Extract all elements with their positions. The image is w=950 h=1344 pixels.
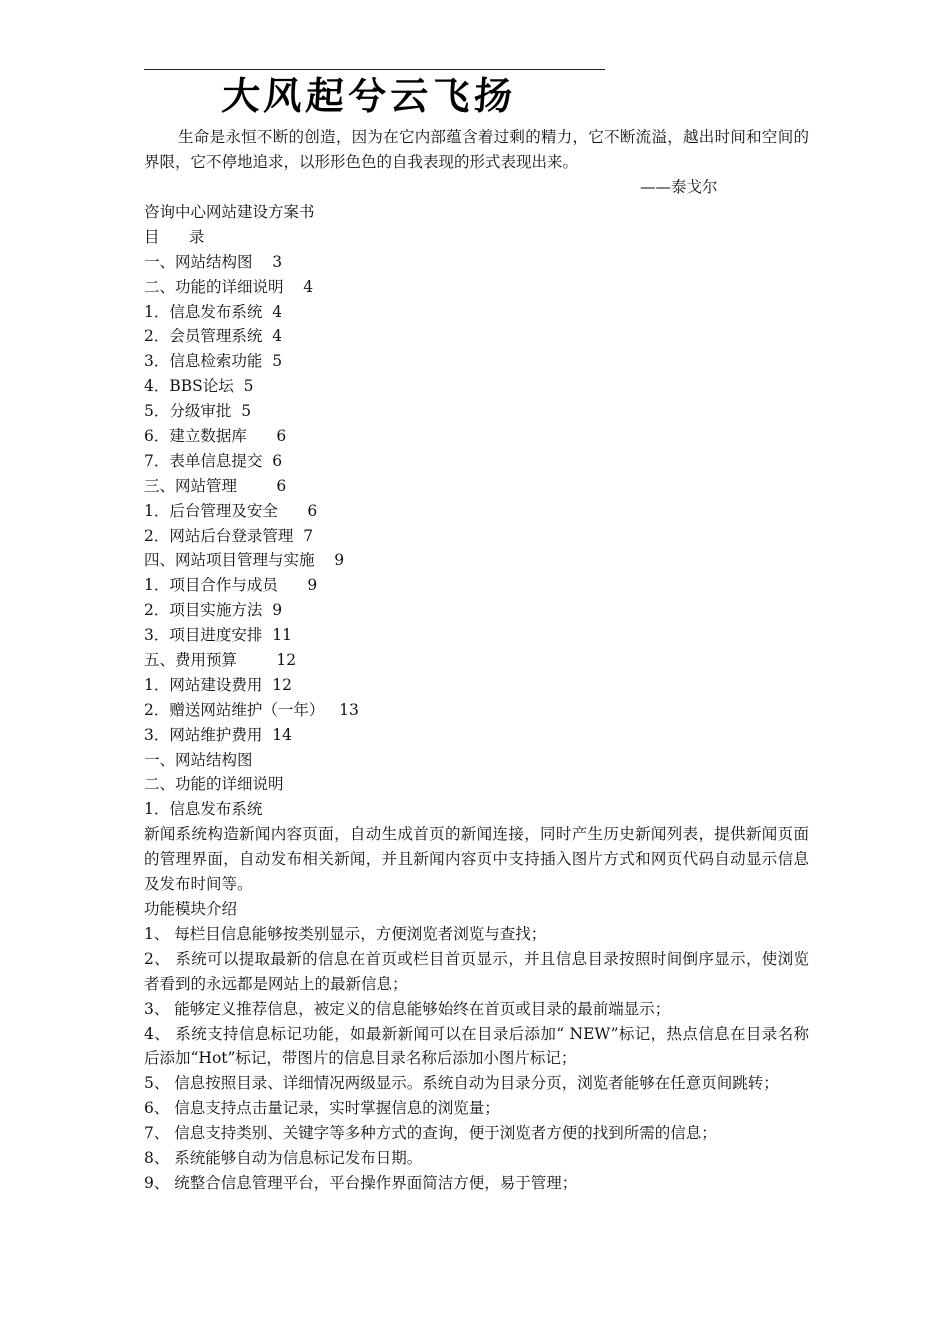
list-item: 9、 统整合信息管理平台，平台操作界面简洁方便，易于管理； (144, 1173, 578, 1192)
toc-entry: 2．项目实施方法 9 (144, 601, 283, 620)
list-item: 6、 信息支持点击量记录，实时掌握信息的浏览量； (144, 1099, 500, 1118)
toc-entry: 1．后台管理及安全 6 (144, 501, 318, 520)
toc-entry: 2．赠送网站维护（一年） 13 (144, 700, 359, 719)
feature-list (144, 922, 809, 1196)
toc-entry: 7．表单信息提交 6 (144, 451, 283, 470)
toc-entry: 2．网站后台登录管理 7 (144, 526, 314, 545)
toc-entry: 二、功能的详细说明 4 (144, 277, 314, 296)
section-heading: 一、网站结构图 (144, 750, 253, 769)
subsection-heading: 1．信息发布系统 (144, 800, 263, 819)
document-body (144, 200, 809, 1196)
toc-entry: 3．项目进度安排 11 (144, 626, 292, 645)
toc-entry: 1．信息发布系统 4 (144, 302, 283, 321)
toc-entry: 6．建立数据库 6 (144, 427, 287, 446)
list-item: 3、 能够定义推荐信息，被定义的信息能够始终在首页或目录的最前端显示； (144, 999, 671, 1018)
header-rule (144, 69, 605, 70)
epigraph-quote: 生命是永恒不断的创造，因为在它内部蕴含着过剩的精力，它不断流溢，越出时间和空间的界限，它不停地追求，以形形色色的自我表现的形式表现出来。 (144, 128, 809, 171)
toc-entry: 1．网站建设费用 12 (144, 675, 292, 694)
document-title: 咨询中心网站建设方案书 (144, 203, 315, 221)
toc-entry: 5．分级审批 5 (144, 402, 252, 421)
list-item: 5、 信息按照目录、详细情况两级显示。系统自动为目录分页，浏览者能够在任意页间跳转； (144, 1074, 779, 1093)
list-item: 4、 系统支持信息标记功能，如最新新闻可以在目录后添加“ NEW”标记，热点信息在目录名称后添加“Hot”标记，带图片的信息目录名称后添加小图片标记； (144, 1024, 809, 1068)
toc-entry: 五、费用预算 12 (144, 651, 297, 670)
toc-entry: 3．网站维护费用 14 (144, 725, 292, 744)
epigraph-attribution: ——泰戈尔 (640, 178, 718, 196)
toc-heading: 目 录 (144, 227, 205, 246)
toc-entry: 一、网站结构图 3 (144, 252, 283, 271)
calligraphy-banner: 大风起兮云飞扬 (220, 73, 518, 118)
list-item: 8、 系统能够自动为信息标记发布日期。 (144, 1149, 423, 1168)
toc-entry: 四、网站项目管理与实施 9 (144, 551, 345, 570)
intro-paragraph: 新闻系统构造新闻内容页面，自动生成首页的新闻连接，同时产生历史新闻列表，提供新闻页面的管理界面，自动发布相关新闻，并且新闻内容页中支持插入图片方式和网页代码自动显示信息及发布时间等。 (144, 825, 809, 894)
toc-entry: 2．会员管理系统 4 (144, 327, 283, 346)
toc-entry: 三、网站管理 6 (144, 476, 287, 495)
toc-entry: 3．信息检索功能 5 (144, 352, 283, 371)
list-item: 7、 信息支持类别、关键字等多种方式的查询，便于浏览者方便的找到所需的信息； (144, 1124, 717, 1143)
toc-entry: 4．BBS论坛 5 (144, 377, 254, 396)
list-item: 2、 系统可以提取最新的信息在首页或栏目首页显示，并且信息目录按照时间倒序显示，使浏览者看到的永远都是网站上的最新信息； (144, 949, 809, 993)
modules-heading: 功能模块介绍 (144, 899, 238, 918)
section-heading: 二、功能的详细说明 (144, 775, 284, 794)
table-of-contents (144, 250, 809, 748)
list-item: 1、 每栏目信息能够按类别显示，方便浏览者浏览与查找； (144, 924, 547, 943)
toc-entry: 1．项目合作与成员 9 (144, 576, 318, 595)
